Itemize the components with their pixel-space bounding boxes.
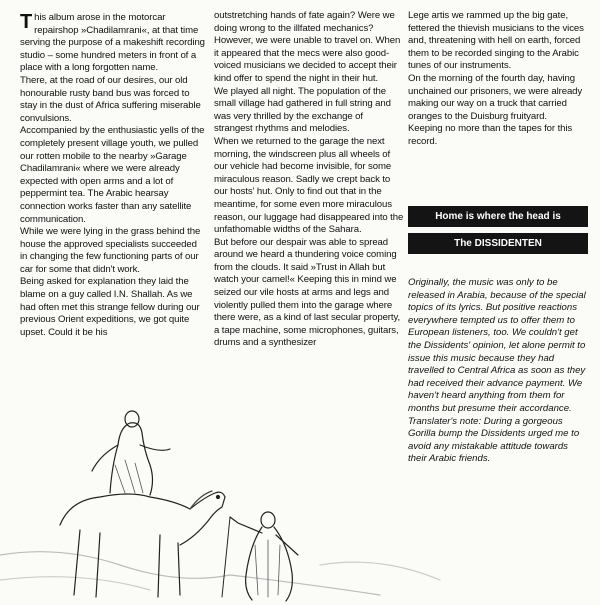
- paragraph: This album arose in the motorcar repairshop »Chadilamrani«, at that time serving the purpose of a makeshift recording studio – some hundred meters in front of a place with a long forgotten name.: [20, 11, 205, 74]
- paragraph: When we returned to the garage the next morning, the windscreen plus all wheels of our vehicle had become invisible, for some miraculous reason. Sadly we crept back to our hosts' hut. Only to find out that in the meantime, for some even more miraculous reason, our luggage had disappeared into the unfathomable widths of the Sahara.: [214, 135, 404, 236]
- left-text-column: [20, 12, 206, 339]
- paragraph: Being asked for explanation they laid the blame on a guy called I.N. Shallah. As we had often met this strange fellow during our previous Orient expeditions, we got quite upset. Could it be his: [20, 276, 200, 338]
- middle-text-column: [214, 10, 404, 350]
- paragraph: Keeping no more than the tapes for this record.: [408, 123, 573, 147]
- paragraph: However, we were unable to travel on. When it appeared that the mecs were also good-voiced musicians we decided to accept their kind offer to spend the night in their hut.: [214, 35, 401, 84]
- paragraph: We played all night. The population of the small village had gathered in full string and was very thrilled by the exchange of strangest rhythms and melodies.: [214, 85, 391, 135]
- paragraph: outstretching hands of fate again? Were we doing wrong to the illfated mechanics?: [214, 10, 395, 34]
- paragraph: On the morning of the fourth day, having unchained our prisoners, we were already making our way on a truck that carried oranges to the Duisburg fruityard.: [408, 72, 583, 122]
- paragraph: Lege artis we rammed up the big gate, fettered the thievish musicians to the vices and, threatening with hell on earth, forced them to be recorded singing to the Arabic tunes of our instruments.: [408, 10, 584, 72]
- paragraph: But before our despair was able to spread around we heard a thundering voice coming from the clouds. It said »Trust in Allah but watch your camel!« Keeping this in mind we seized our vile hosts at arms and legs and violently pulled them into the garage where there were, as a kind of last secular property, a tape machine, some microphones, guitars, drums and a synthesizer: [214, 236, 401, 349]
- paragraph: Accompanied by the enthusiastic yells of the completely present village youth, we pulled our rotten mobile to the nearby »Garage Chadilamrani« where we were already expected with open arms and a lot of peppermint tea. The Arabic hearsay connection works faster than any satellite communication.: [20, 125, 205, 225]
- paragraph: There, at the road of our desires, our old honourable rusty band bus was forced to stay in the dust of Africa suffering miserable convulsions.: [20, 74, 201, 124]
- drop-cap: T: [20, 11, 33, 33]
- band-name-banner: The DISSIDENTEN: [408, 233, 588, 254]
- paragraph: Translater's note: During a gorgeous Gorilla bump the Dissidents urged me to avoid any mistakable attitude towards their Arabic friends.: [408, 415, 580, 465]
- tagline-banner: Home is where the head is: [408, 206, 588, 227]
- paragraph: While we were lying in the grass behind the house the approved specialists succeeded in changing the few functioning parts of our car for some that didn't work.: [20, 226, 201, 275]
- camel-riders-illustration: [0, 405, 600, 605]
- paragraph: Originally, the music was only to be released in Arabia, because of the special topics of its lyrics. But positive reactions everywhere tempted us to offer them to European listeners, too. We couldn't get the Dissidents' opinion, let alone permit to issue this music because they had travelled to Central Africa as soon as they had received their advance payment. We haven't heard anything from them for months but presume their accordance.: [408, 277, 586, 414]
- right-text-column: [408, 10, 588, 149]
